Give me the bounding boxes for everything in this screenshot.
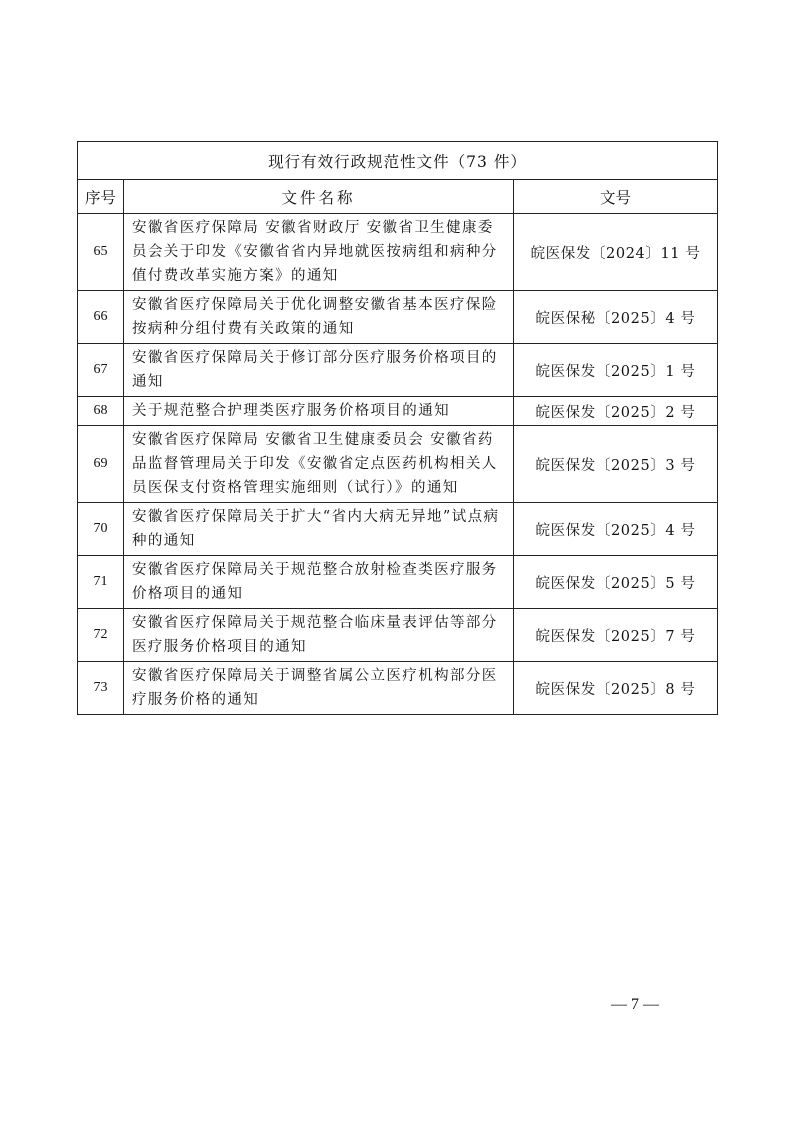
- row-serial-number: 66: [78, 291, 124, 344]
- row-document-name: 关于规范整合护理类医疗服务价格项目的通知: [124, 397, 514, 426]
- row-serial-number: 70: [78, 503, 124, 556]
- table-row: [78, 291, 718, 344]
- table-row: [78, 214, 718, 291]
- row-document-code: 皖医保发〔2025〕7 号: [514, 609, 718, 662]
- row-serial-number: 69: [78, 426, 124, 503]
- table-title-row: [78, 142, 718, 180]
- row-document-code: 皖医保发〔2025〕1 号: [514, 344, 718, 397]
- row-serial-number: 72: [78, 609, 124, 662]
- row-serial-number: 73: [78, 662, 124, 715]
- row-document-name: 安徽省医疗保障局关于调整省属公立医疗机构部分医疗服务价格的通知: [124, 662, 514, 715]
- table-row: [78, 556, 718, 609]
- row-serial-number: 71: [78, 556, 124, 609]
- table-row: [78, 344, 718, 397]
- row-document-name: 安徽省医疗保障局关于扩大“省内大病无异地”试点病种的通知: [124, 503, 514, 556]
- header-serial-number: 序号: [78, 180, 124, 214]
- row-document-code: 皖医保发〔2024〕11 号: [514, 214, 718, 291]
- row-document-name: 安徽省医疗保障局关于优化调整安徽省基本医疗保险按病种分组付费有关政策的通知: [124, 291, 514, 344]
- row-document-name: 安徽省医疗保障局关于修订部分医疗服务价格项目的通知: [124, 344, 514, 397]
- regulatory-documents-table: [77, 141, 718, 715]
- table-row: [78, 397, 718, 426]
- header-document-name: 文件名称: [124, 180, 514, 214]
- row-serial-number: 68: [78, 397, 124, 426]
- row-document-code: 皖医保发〔2025〕2 号: [514, 397, 718, 426]
- row-serial-number: 65: [78, 214, 124, 291]
- row-document-name: 安徽省医疗保障局 安徽省财政厅 安徽省卫生健康委员会关于印发《安徽省省内异地就医按病组和病种分值付费改革实施方案》的通知: [124, 214, 514, 291]
- row-document-name: 安徽省医疗保障局关于规范整合临床量表评估等部分医疗服务价格项目的通知: [124, 609, 514, 662]
- table-row: [78, 609, 718, 662]
- table-title: 现行有效行政规范性文件（73 件）: [78, 142, 718, 180]
- table-row: [78, 662, 718, 715]
- row-document-name: 安徽省医疗保障局 安徽省卫生健康委员会 安徽省药品监督管理局关于印发《安徽省定点医药机构相关人员医保支付资格管理实施细则（试行）》的通知: [124, 426, 514, 503]
- table-row: [78, 503, 718, 556]
- page-number: — 7 —: [611, 996, 659, 1013]
- row-document-code: 皖医保发〔2025〕4 号: [514, 503, 718, 556]
- row-document-code: 皖医保发〔2025〕5 号: [514, 556, 718, 609]
- row-document-name: 安徽省医疗保障局关于规范整合放射检查类医疗服务价格项目的通知: [124, 556, 514, 609]
- row-document-code: 皖医保发〔2025〕3 号: [514, 426, 718, 503]
- row-serial-number: 67: [78, 344, 124, 397]
- table-header-row: [78, 180, 718, 214]
- row-document-code: 皖医保秘〔2025〕4 号: [514, 291, 718, 344]
- header-document-code: 文号: [514, 180, 718, 214]
- table-row: [78, 426, 718, 503]
- row-document-code: 皖医保发〔2025〕8 号: [514, 662, 718, 715]
